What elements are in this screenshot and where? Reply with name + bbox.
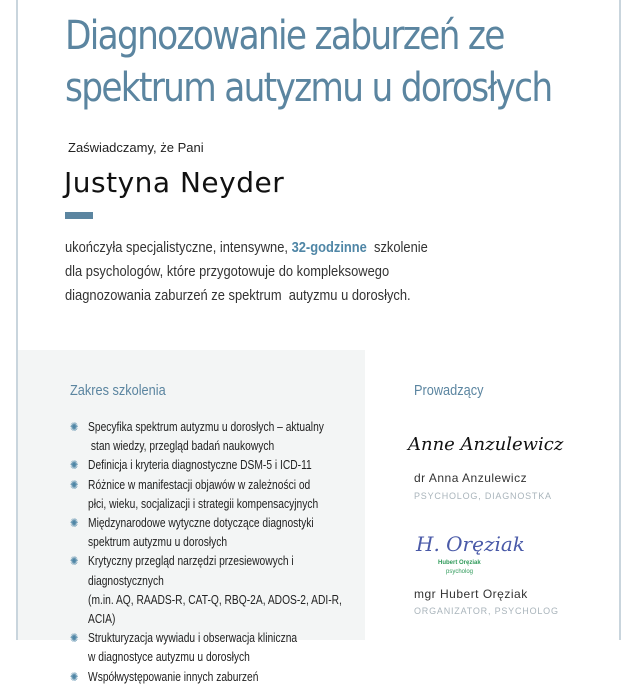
item-line: w diagnostyce autyzmu u dorosłych	[88, 650, 250, 665]
title-line-2: spektrum autyzmu u dorosłych	[65, 65, 552, 111]
accent-bar	[65, 212, 93, 219]
list-item	[70, 629, 349, 667]
instructor-name: dr Anna Anzulewicz	[414, 471, 528, 485]
item-line: Współwystępowanie innych zaburzeń	[88, 669, 259, 684]
item-line: (m.in. AQ, RAADS-R, CAT-Q, RBQ-2A, ADOS-2, ADI-R, ACIA)	[88, 592, 342, 627]
list-item	[70, 476, 349, 514]
desc-text: ukończyła specjalistyczne, intensywne,	[65, 239, 292, 256]
item-line: spektrum autyzmu u dorosłych	[88, 535, 228, 550]
list-item	[70, 552, 349, 629]
bullet-icon: ✺	[70, 516, 79, 531]
item-line: płci, wieku, socjalizacji i strategii kompensacyjnych	[88, 496, 319, 511]
certificate-title	[65, 10, 615, 114]
description	[65, 236, 512, 308]
desc-text: szkolenie	[366, 239, 428, 256]
instructor-role: ORGANIZATOR, PSYCHOLOG	[414, 606, 559, 616]
instructor-name: mgr Hubert Oręziak	[414, 587, 528, 601]
bullet-icon: ✺	[70, 458, 79, 473]
signature-oreziak: H. Oręziak	[416, 532, 525, 556]
scope-heading: Zakres szkolenia	[70, 382, 166, 399]
instructor-role: PSYCHOLOG, DIAGNOSTKA	[414, 491, 552, 501]
title-line-1: Diagnozowanie zaburzeń ze	[65, 13, 504, 59]
item-line: stan wiedzy, przegląd badań naukowych	[88, 439, 275, 454]
intro-text: Zaświadczamy, że Pani	[68, 140, 204, 155]
bullet-icon: ✺	[70, 554, 79, 569]
item-line: Specyfika spektrum autyzmu u dorosłych – aktualny	[88, 420, 324, 434]
item-line: Strukturyzacja wywiadu i obserwacja kliniczna	[88, 631, 298, 646]
signature-anzulewicz: Anne Anzulewicz	[408, 434, 564, 455]
recipient-name: Justyna Neyder	[64, 166, 285, 199]
instructors-heading: Prowadzący	[414, 382, 484, 399]
list-item	[70, 668, 349, 687]
hours-highlight: 32-godzinne	[291, 239, 367, 256]
item-line: Krytyczny przegląd narzędzi przesiewowych i diagnostycznych	[88, 554, 294, 588]
bullet-icon: ✺	[70, 420, 79, 434]
stamp-name: Hubert Oręziak	[438, 560, 481, 566]
bullet-icon: ✺	[70, 477, 79, 492]
desc-line-3: diagnozowania zaburzeń ze spektrum autyzmu u dorosłych.	[65, 287, 411, 304]
item-line: Definicja i kryteria diagnostyczne DSM-5 i ICD-11	[88, 458, 312, 473]
desc-line-2: dla psychologów, które przygotowuje do kompleksowego	[65, 263, 390, 280]
list-item	[70, 456, 349, 475]
bullet-icon: ✺	[70, 631, 79, 646]
item-line: Różnice w manifestacji objawów w zależności od	[88, 477, 311, 492]
list-item	[70, 418, 349, 456]
bullet-icon: ✺	[70, 669, 79, 684]
stamp-role: psycholog	[446, 569, 474, 575]
list-item	[70, 514, 349, 552]
item-line: Międzynarodowe wytyczne dotyczące diagnostyki	[88, 516, 314, 531]
scope-list	[70, 418, 349, 687]
right-border	[619, 0, 621, 640]
